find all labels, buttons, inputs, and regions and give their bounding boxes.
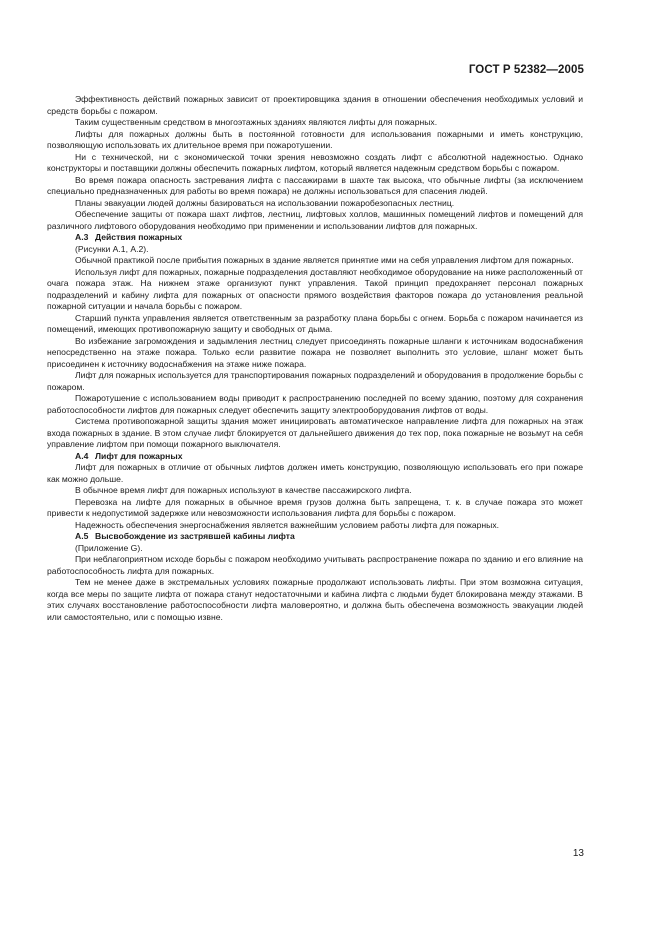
paragraph: Лифт для пожарных используется для транспортирования пожарных подразделений и оборудования в продолжение борьбы с пожаром. xyxy=(47,370,583,392)
section-number: А.3 xyxy=(75,232,89,242)
annex-reference: (Приложение G). xyxy=(75,542,143,553)
paragraph: Обеспечение защиты от пожара шахт лифтов, лестниц, лифтовых холлов, машинных помещений лифтов и помещений для различного лифтового оборудования необходимо при применении и использовании лифтов для пожарных. xyxy=(47,209,583,231)
paragraph: Перевозка на лифте для пожарных в обычное время грузов должна быть запрещена, т. к. в случае пожара это может привести к недопустимой задержке или невозможности использования лифта для борьбы с пожаром. xyxy=(47,496,583,518)
document-body xyxy=(47,94,583,623)
figure-reference: (Рисунки А.1, А.2). xyxy=(75,243,149,254)
paragraph: В обычное время лифт для пожарных используют в качестве пассажирского лифта. xyxy=(75,485,412,495)
section-number: А.5 xyxy=(75,531,89,541)
paragraph: Ни с технической, ни с экономической точки зрения невозможно создать лифт с абсолютной надежностью. Однако конструкторы и поставщики должны обеспечить пожарных лифтом, который является надежным средством борьбы с пожаром. xyxy=(47,151,583,173)
section-title: Лифт для пожарных xyxy=(95,450,183,461)
paragraph: Старший пункта управления является ответственным за разработку плана борьбы с огнем. Борьба с пожаром начинается из помещений, имеющих противопожарную защиту и свободных от дыма. xyxy=(47,312,583,334)
section-heading-a4 xyxy=(47,451,583,463)
section-heading-a5 xyxy=(47,531,583,543)
paragraph: Система противопожарной защиты здания может инициировать автоматическое направление лифта для пожарных на этаж входа пожарных в здание. В этом случае лифт блокируется от дальнейшего движения до тех пор, пока пожарные не возьмут на себя управление лифтом при помощи пожарного выключателя. xyxy=(47,416,583,449)
paragraph: Лифт для пожарных в отличие от обычных лифтов должен иметь конструкцию, позволяющую использовать его при пожаре как можно дольше. xyxy=(47,462,583,484)
paragraph: Во избежание загромождения и задымления лестниц следует присоединять пожарные шланги к источникам водоснабжения непосредственно на этаже пожара. Только если развитие пожара не позволяет выполнить это условие, шланг может быть присоединен к источнику водоснабжения на этаже ниже пожара. xyxy=(47,335,583,369)
document-id-header: ГОСТ Р 52382—2005 xyxy=(468,64,584,76)
paragraph: Во время пожара опасность застревания лифта с пассажирами в шахте так высока, что обычные лифты (за исключением специально предназначенных для работы во время пожара) не должны использоваться для спасения людей. xyxy=(47,174,583,196)
paragraph: Лифты для пожарных должны быть в постоянной готовности для использования пожарными и иметь конструкцию, позволяющую использовать их длительное время при пожаротушении. xyxy=(47,128,583,150)
paragraph: Обычной практикой после прибытия пожарных в здание является принятие ими на себя управления лифтом для пожарных. xyxy=(75,255,574,265)
paragraph: Надежность обеспечения энергоснабжения является важнейшим условием работы лифта для пожарных. xyxy=(75,519,500,530)
paragraph: Эффективность действий пожарных зависит от проектировщика здания в отношении обеспечения необходимых условий и средств борьбы с пожаром. xyxy=(47,94,583,116)
paragraph: Таким существенным средством в многоэтажных зданиях являются лифты для пожарных. xyxy=(75,117,438,127)
paragraph: Тем не менее даже в экстремальных условиях пожарные продолжают использовать лифты. При этом возможна ситуация, когда все меры по защите лифта от пожара станут недостаточными и кабина лифта с людьми будет блокирована между этажами. В этих случаях восстановление работоспособности лифта маловероятно, и должна быть обеспечена возможность эвакуации людей или самостоятельно, или с помощью извне. xyxy=(47,577,583,622)
paragraph: Планы эвакуации людей должны базироваться на использовании пожаробезопасных лестниц. xyxy=(75,197,455,208)
page-number: 13 xyxy=(572,848,584,859)
paragraph: Пожаротушение с использованием воды приводит к распространению последней по всему зданию, поэтому для сохранения работоспособности лифтов для пожарных следует обеспечить защиту электрооборудования лифтов от воды. xyxy=(47,393,583,415)
paragraph: При неблагоприятном исходе борьбы с пожаром необходимо учитывать распространение пожара по зданию и его влияние на работоспособность лифта для пожарных. xyxy=(47,554,583,576)
section-heading-a3 xyxy=(47,232,583,244)
section-number: А.4 xyxy=(75,450,89,461)
section-title: Высвобождение из застрявшей кабины лифта xyxy=(95,531,295,541)
paragraph: Используя лифт для пожарных, пожарные подразделения доставляют необходимое оборудование на ниже расположенный от очага пожара этаж. На нижнем этаже организуют пункт управления. Такой принцип предохраняет персонал пожарных подразделений и кабину лифта для пожарных от опасности прямого воздействия факторов пожара до установления реальной пожарной ситуации и начала борьбы с пожаром. xyxy=(47,266,583,311)
section-title: Действия пожарных xyxy=(95,232,183,242)
